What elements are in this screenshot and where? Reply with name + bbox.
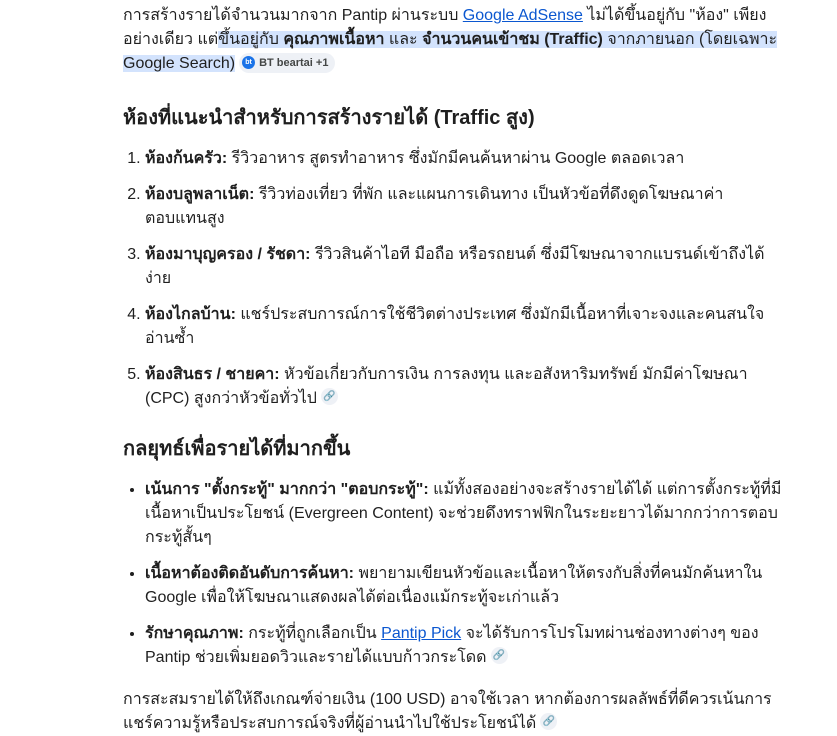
hl-bold-quality: คุณภาพเนื้อหา [283,31,385,48]
item-text: แชร์ประสบการณ์การใช้ชีวิตต่างประเทศ ซึ่งมักมีเนื้อหาที่เจาะจงและคนสนใจอ่านซ้ำ [145,306,765,347]
highlighted-text [123,31,777,72]
item-title: เนื้อหาต้องติดอันดับการค้นหา: [145,565,354,582]
link-icon[interactable]: 🔗 [491,647,508,664]
closing-text: การสะสมรายได้ให้ถึงเกณฑ์จ่ายเงิน (100 USD) อาจใช้เวลา หากต้องการผลลัพธ์ที่ดีควรเน้นการแชร์ความรู้หรือประสบการณ์จริงที่ผู้อ่านนำไปใช้ประโยชน์ได้ [123,691,772,732]
item-title: ห้องมาบุญครอง / รัชดา: [145,246,311,263]
hl-bold-traffic: จำนวนคนเข้าชม (Traffic) [422,31,603,48]
item-text: รีวิวสินค้าไอที มือถือ หรือรถยนต์ ซึ่งมีโฆษณาจากแบรนด์เข้าถึงได้ง่าย [145,246,765,287]
item-text: รีวิวท่องเที่ยว ที่พัก และแผนการเดินทาง เป็นหัวข้อที่ดึงดูดโฆษณาค่าตอบแทนสูง [145,186,724,227]
item-text: รีวิวอาหาร สูตรทำอาหาร ซึ่งมักมีคนค้นหาผ่าน Google ตลอดเวลา [227,150,685,167]
list-item [145,183,783,231]
item-title: รักษาคุณภาพ: [145,625,244,642]
closing-paragraph [123,688,783,736]
item-text: หัวข้อเกี่ยวกับการเงิน การลงทุน และอสังหาริมทรัพย์ มักมีค่าโฆษณา (CPC) สูงกว่าหัวข้อทั่วไป [145,366,748,407]
strategy-list [123,478,783,670]
hl-text-1: ขึ้นอยู่กับ [218,31,284,48]
item-text: แม้ทั้งสองอย่างจะสร้างรายได้ได้ แต่การตั้งกระทู้ที่มีเนื้อหาเป็นประโยชน์ (Evergreen Content) จะช่วยดึงทราฟฟิกในระยะยาวได้มากกว่าการตอบกระทู้สั้นๆ [145,481,782,546]
item-text: พยายามเขียนหัวข้อและเนื้อหาให้ตรงกับสิ่งที่คนมักค้นหาใน Google เพื่อให้โฆษณาแสดงผลได้ต่อเนื่องแม้กระทู้จะเก่าแล้ว [145,565,763,606]
link-icon[interactable]: 🔗 [540,713,557,730]
list-item [145,562,783,610]
list-item [145,303,783,351]
list-item [145,243,783,291]
source-logo-icon: bt [242,56,255,69]
source-chip[interactable] [239,53,335,73]
hl-text-3: จากภายนอก (โดยเฉพาะ Google Search) [123,31,778,72]
section-heading-rooms: ห้องที่แนะนำสำหรับการสร้างรายได้ (Traffic สูง) [123,107,535,129]
pantip-pick-link[interactable]: Pantip Pick [381,625,462,642]
list-item [145,363,783,411]
item-title: เน้นการ "ตั้งกระทู้" มากกว่า "ตอบกระทู้": [145,481,429,498]
link-icon[interactable]: 🔗 [321,388,338,405]
source-chip-label: BT beartai +1 [259,56,329,69]
response-content [123,4,783,736]
list-item [145,147,783,171]
rooms-list [123,147,783,411]
item-text-2: จะได้รับการโปรโมทผ่านช่องทางต่างๆ ของ Pantip ช่วยเพิ่มยอดวิวและรายได้แบบก้าวกระโดด [145,625,759,666]
intro-text-2: ไม่ได้ขึ้นอยู่กับ "ห้อง" เพียงอย่างเดียว แต่ [123,7,767,48]
item-title: ห้องสินธร / ชายคา: [145,366,280,383]
intro-text: การสร้างรายได้จำนวนมากจาก Pantip ผ่านระบบ [123,7,463,24]
google-adsense-link[interactable]: Google AdSense [462,7,583,24]
list-item [145,622,783,670]
item-text: กระทู้ที่ถูกเลือกเป็น [243,625,382,642]
hl-text-2: และ [384,31,423,48]
item-title: ห้องไกลบ้าน: [145,306,236,323]
list-item [145,478,783,550]
item-title: ห้องก้นครัว: [145,150,228,167]
intro-paragraph [123,4,783,76]
item-title: ห้องบลูพลาเน็ต: [145,186,255,203]
section-heading-strategy: กลยุทธ์เพื่อรายได้ที่มากขึ้น [123,438,351,460]
